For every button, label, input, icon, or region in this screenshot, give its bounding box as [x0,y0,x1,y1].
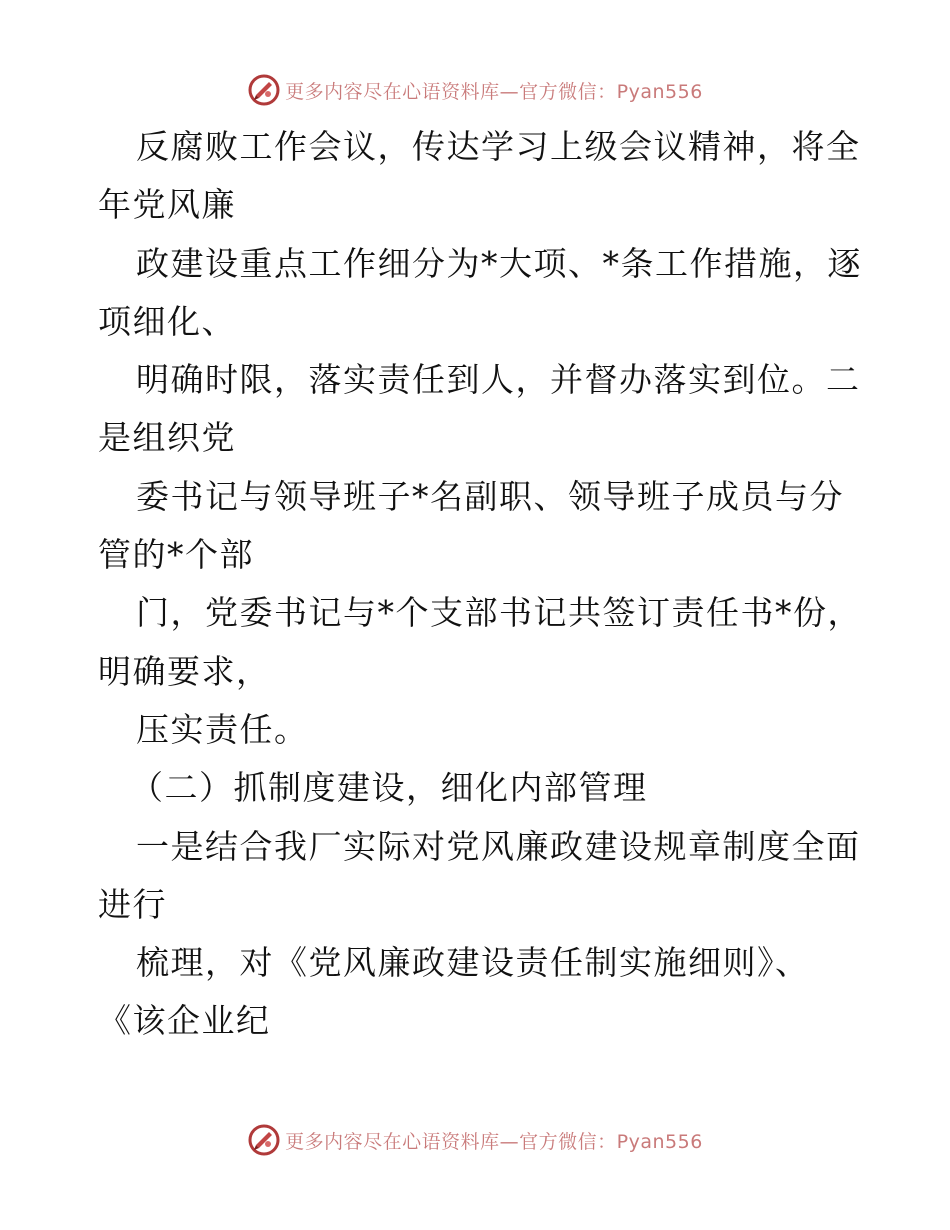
paragraph-line: 政建设重点工作细分为*大项、*条工作措施，逐 [136,243,862,283]
paragraph-line: 梳理，对《党风廉政建设责任制实施细则》、 [136,943,810,983]
document-body [98,118,862,1051]
paragraph-line: 明确要求， [98,651,271,691]
footer-banner-text: 更多内容尽在心语资料库—官方微信：Pyan556 [285,1130,703,1153]
header-banner-text: 更多内容尽在心语资料库—官方微信：Pyan556 [285,80,703,103]
paragraph-line: 明确时限，落实责任到人，并督办落实到位。二 [136,360,861,400]
logo-icon [247,1123,281,1157]
paragraph-line: 压实责任。 [136,709,309,749]
header-banner [0,70,950,110]
paragraph-line: 是组织党 [98,418,236,458]
paragraph-line: 年党风廉 [98,185,236,225]
footer-banner [0,1120,950,1160]
paragraph-line: 管的*个部 [98,535,254,575]
paragraph-line: 门，党委书记与*个支部书记共签订责任书*份， [136,593,862,633]
paragraph-line: 一是结合我厂实际对党风廉政建设规章制度全面 [136,826,861,866]
paragraph-line: 反腐败工作会议，传达学习上级会议精神，将全 [136,127,861,166]
logo-icon [247,73,281,107]
paragraph-line: 项细化、 [98,301,236,341]
section-heading: （二）抓制度建设，细化内部管理 [130,768,648,808]
paragraph-line: 委书记与领导班子*名副职、领导班子成员与分 [136,476,844,516]
paragraph-line: 《该企业纪 [98,1001,271,1041]
paragraph-line: 进行 [98,884,167,924]
